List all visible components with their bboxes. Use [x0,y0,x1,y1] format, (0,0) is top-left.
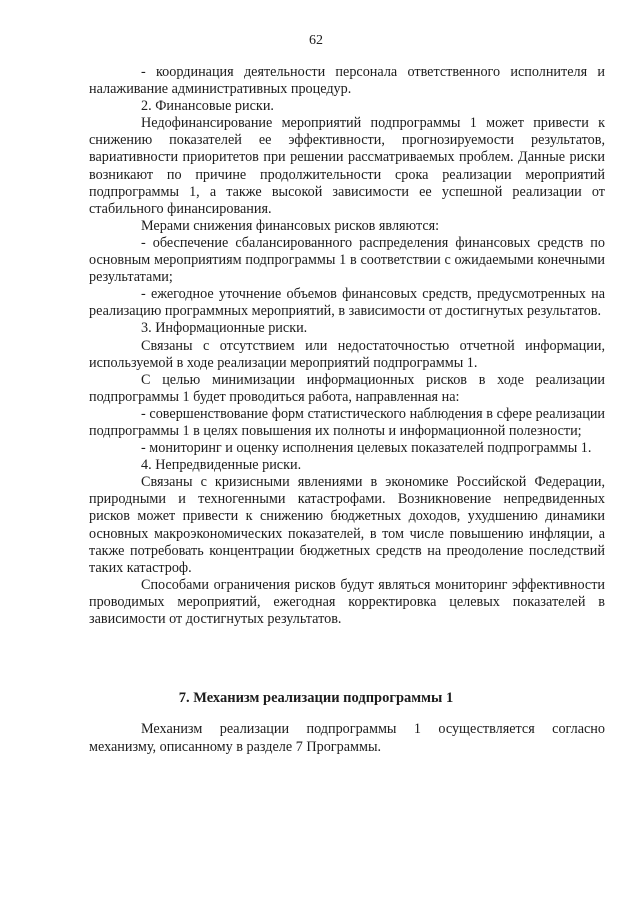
paragraph: - мониторинг и оценку исполнения целевых показателей подпрограммы 1. [141,440,592,457]
paragraph: - координация деятельности персонала ответственного исполнителя и налаживание административных процедур. [89,64,605,98]
paragraph: 4. Непредвиденные риски. [141,457,302,474]
paragraph: Связаны с кризисными явлениями в экономике Российской Федерации, природными и техногенными катастрофами. Возникновение непредвиденных рисков может привести к снижению бюджетных доходов, ухудшению динамики основных макроэкономических показателей, в том числе повышению инфляции, а также потребовать концентрации бюджетных средств на преодоление последствий таких катастроф. [89,474,605,576]
paragraph: - ежегодное уточнение объемов финансовых средств, предусмотренных на реализацию программных мероприятий, в зависимости от достигнутых результатов. [89,286,605,320]
paragraph: Мерами снижения финансовых рисков являются: [141,217,440,234]
paragraph: Связаны с отсутствием или недостаточностью отчетной информации, используемой в ходе реализации мероприятий подпрограммы 1. [89,337,605,371]
page-number: 62 [309,33,323,48]
section-heading: 7. Механизм реализации подпрограммы 1 [178,690,454,706]
paragraph: Недофинансирование мероприятий подпрограммы 1 может привести к снижению показателей ее эффективности, прогнозируемости результатов, вариативности приоритетов при решении рассматриваемых проблем. Данные риски возникают по причине продолжительности срока реализации мероприятий подпрограммы 1, а также высокой зависимости ее успешной реализации от стабильного финансирования. [89,115,605,217]
paragraph: 3. Информационные риски. [141,320,308,337]
paragraph: - обеспечение сбалансированного распределения финансовых средств по основным мероприятиям подпрограммы 1 в соответствии с ожидаемыми конечными результатами; [89,234,605,286]
body-text [89,64,605,628]
paragraph: Механизм реализации подпрограммы 1 осуществляется согласно механизму, описанному в разделе 7 Программы. [89,721,605,755]
paragraph: Способами ограничения рисков будут являться мониторинг эффективности проводимых мероприятий, ежегодная корректировка целевых показателей в зависимости от достигнутых результатов. [89,576,605,627]
paragraph: - совершенствование форм статистического наблюдения в сфере реализации подпрограммы 1 в целях повышения их полноты и информационной полезности; [89,405,605,439]
section-text [89,720,605,756]
paragraph: С целью минимизации информационных рисков в ходе реализации подпрограммы 1 будет проводиться работа, направленная на: [89,371,605,405]
paragraph: 2. Финансовые риски. [141,98,274,115]
